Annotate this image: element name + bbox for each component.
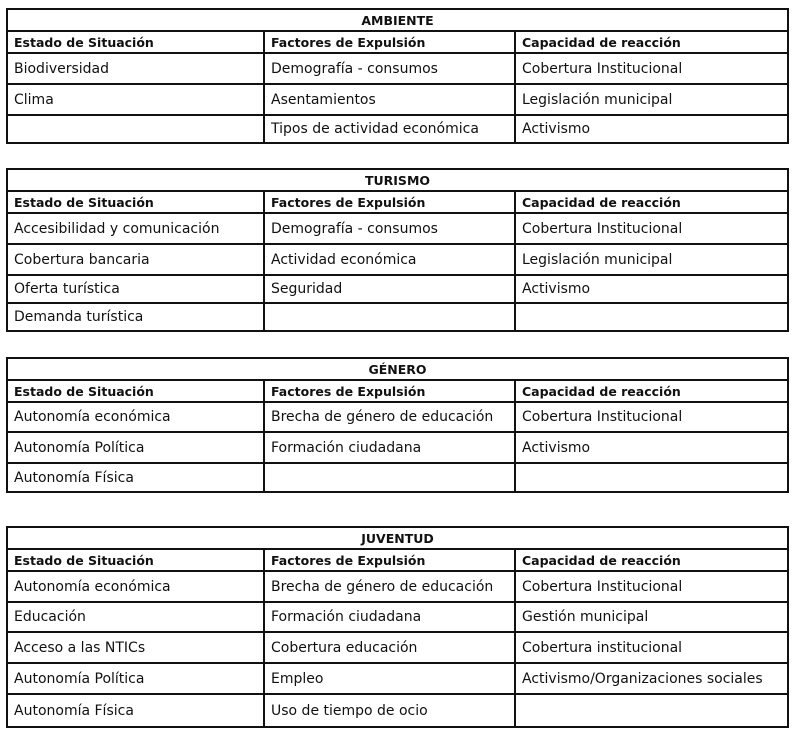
table-cell: Autonomía económica <box>7 402 264 432</box>
column-header: Factores de Expulsión <box>264 191 515 213</box>
table-header-row <box>7 191 788 213</box>
table-turismo <box>6 168 789 332</box>
table-cell: Legislación municipal <box>515 244 788 275</box>
table-cell: Clima <box>7 84 264 115</box>
table-cell: Cobertura institucional <box>515 632 788 663</box>
table-title: AMBIENTE <box>7 9 788 31</box>
column-header: Factores de Expulsión <box>264 380 515 402</box>
table-cell: Autonomía económica <box>7 571 264 602</box>
column-header: Capacidad de reacción <box>515 380 788 402</box>
table-cell: Activismo/Organizaciones sociales <box>515 663 788 694</box>
column-header: Capacidad de reacción <box>515 549 788 571</box>
table-title-row <box>7 169 788 191</box>
table-row <box>7 571 788 602</box>
table-header-row <box>7 549 788 571</box>
table-header-row <box>7 31 788 53</box>
column-header: Capacidad de reacción <box>515 31 788 53</box>
table-row <box>7 84 788 115</box>
table-cell: Gestión municipal <box>515 602 788 632</box>
table-cell: Autonomía Política <box>7 432 264 463</box>
table-cell: Autonomía Física <box>7 694 264 727</box>
table-title: GÉNERO <box>7 358 788 380</box>
table-row <box>7 402 788 432</box>
table-cell: Autonomía Política <box>7 663 264 694</box>
column-header: Factores de Expulsión <box>264 31 515 53</box>
table-cell: Cobertura educación <box>264 632 515 663</box>
table-row <box>7 115 788 143</box>
table-cell: Brecha de género de educación <box>264 402 515 432</box>
table-row <box>7 275 788 303</box>
table-cell: Brecha de género de educación <box>264 571 515 602</box>
column-header: Estado de Situación <box>7 191 264 213</box>
column-header: Estado de Situación <box>7 380 264 402</box>
table-cell: Activismo <box>515 275 788 303</box>
table-cell <box>515 694 788 727</box>
table-row <box>7 632 788 663</box>
table-title-row <box>7 358 788 380</box>
table-row <box>7 694 788 727</box>
table-cell <box>7 115 264 143</box>
table-cell <box>264 463 515 492</box>
table-cell: Cobertura Institucional <box>515 53 788 84</box>
table-row <box>7 303 788 331</box>
table-cell: Cobertura bancaria <box>7 244 264 275</box>
table-cell: Formación ciudadana <box>264 432 515 463</box>
table-cell: Biodiversidad <box>7 53 264 84</box>
column-header: Estado de Situación <box>7 31 264 53</box>
table-cell: Tipos de actividad económica <box>264 115 515 143</box>
table-row <box>7 602 788 632</box>
table-cell: Demanda turística <box>7 303 264 331</box>
table-row <box>7 663 788 694</box>
table-cell: Cobertura Institucional <box>515 402 788 432</box>
table-row <box>7 244 788 275</box>
table-cell: Demografía - consumos <box>264 53 515 84</box>
table-cell: Demografía - consumos <box>264 213 515 244</box>
table-cell: Empleo <box>264 663 515 694</box>
table-cell: Cobertura Institucional <box>515 213 788 244</box>
table-cell: Oferta turística <box>7 275 264 303</box>
table-row <box>7 432 788 463</box>
table-cell: Actividad económica <box>264 244 515 275</box>
table-cell: Formación ciudadana <box>264 602 515 632</box>
table-cell: Activismo <box>515 115 788 143</box>
table-cell <box>264 303 515 331</box>
table-row <box>7 53 788 84</box>
table-title: TURISMO <box>7 169 788 191</box>
table-cell: Autonomía Física <box>7 463 264 492</box>
table-juventud <box>6 526 789 728</box>
column-header: Factores de Expulsión <box>264 549 515 571</box>
table-genero <box>6 357 789 493</box>
table-row <box>7 213 788 244</box>
table-cell: Uso de tiempo de ocio <box>264 694 515 727</box>
table-header-row <box>7 380 788 402</box>
table-cell: Asentamientos <box>264 84 515 115</box>
table-title-row <box>7 527 788 549</box>
table-cell: Activismo <box>515 432 788 463</box>
table-title-row <box>7 9 788 31</box>
table-cell: Educación <box>7 602 264 632</box>
table-cell <box>515 463 788 492</box>
table-cell: Acceso a las NTICs <box>7 632 264 663</box>
table-title: JUVENTUD <box>7 527 788 549</box>
column-header: Estado de Situación <box>7 549 264 571</box>
table-cell: Seguridad <box>264 275 515 303</box>
table-cell <box>515 303 788 331</box>
table-row <box>7 463 788 492</box>
column-header: Capacidad de reacción <box>515 191 788 213</box>
table-cell: Cobertura Institucional <box>515 571 788 602</box>
table-ambiente <box>6 8 789 144</box>
table-cell: Accesibilidad y comunicación <box>7 213 264 244</box>
table-cell: Legislación municipal <box>515 84 788 115</box>
